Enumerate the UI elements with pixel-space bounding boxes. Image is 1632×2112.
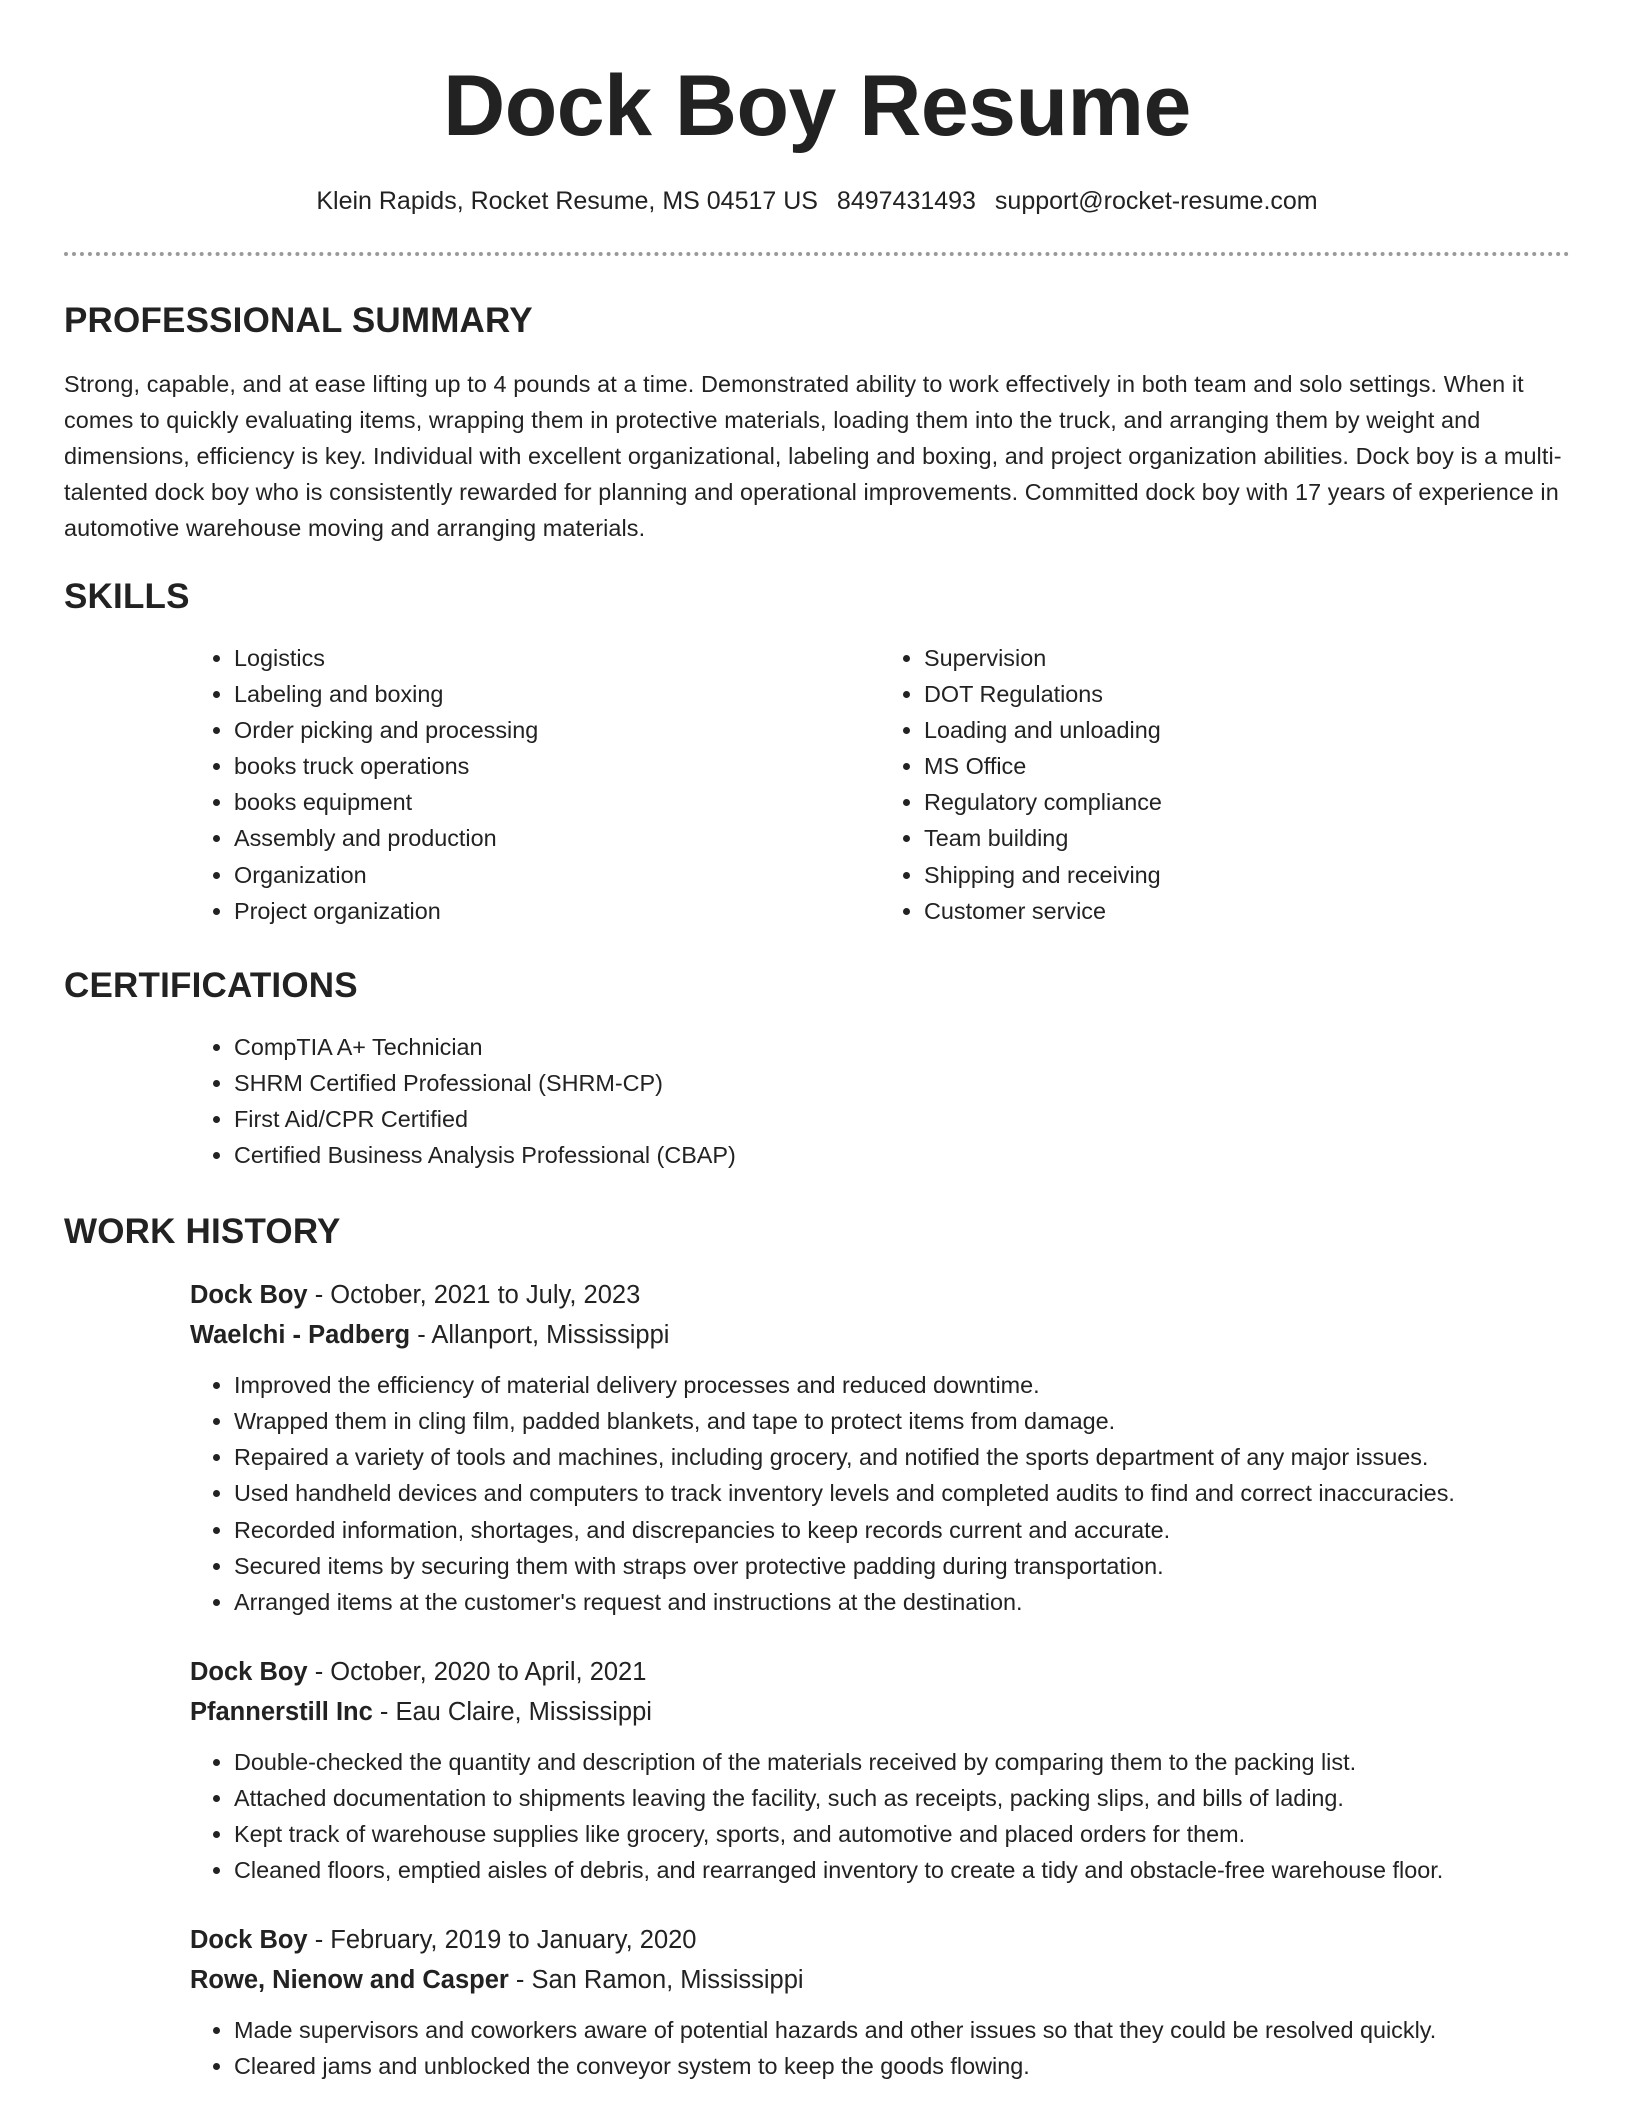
work-history-section xyxy=(64,1211,1570,2084)
job-dates: - October, 2021 to July, 2023 xyxy=(307,1281,641,1310)
contact-phone: 8497431493 xyxy=(836,187,976,215)
job-company-line xyxy=(190,1315,1570,1355)
job-title: Dock Boy xyxy=(190,1926,308,1955)
skill-item: • MS Office xyxy=(924,748,1570,784)
resume-title: Dock Boy Resume xyxy=(443,58,1191,154)
header-divider xyxy=(64,252,1570,256)
job-bullet: • Double-checked the quantity and description of the materials received by comparing them to the packing list. xyxy=(234,1744,1570,1780)
job-company: Pfannerstill Inc xyxy=(190,1697,373,1726)
job-title-line xyxy=(190,1920,1570,1960)
job-location: - Eau Claire, Mississippi xyxy=(372,1697,652,1726)
skill-item: • Order picking and processing xyxy=(234,712,880,748)
certifications-heading: CERTIFICATIONS xyxy=(64,965,358,1005)
job-title: Dock Boy xyxy=(190,1281,308,1310)
job-bullet: • Repaired a variety of tools and machines, including grocery, and notified the sports department of any major issues. xyxy=(234,1439,1570,1475)
skills-columns xyxy=(190,640,1570,929)
job-title-line xyxy=(190,1275,1570,1315)
job-dates: - February, 2019 to January, 2020 xyxy=(307,1926,697,1955)
job-bullets xyxy=(190,2012,1570,2084)
job-location: - San Ramon, Mississippi xyxy=(508,1966,804,1995)
skill-item: • Regulatory compliance xyxy=(924,784,1570,820)
job-company-line xyxy=(190,1692,1570,1732)
job-entry xyxy=(190,1652,1570,1888)
job-bullet: • Kept track of warehouse supplies like grocery, sports, and automotive and placed orders for them. xyxy=(234,1816,1570,1852)
skills-list-left xyxy=(190,640,880,929)
job-company: Waelchi - Padberg xyxy=(190,1321,411,1350)
skill-item: • Labeling and boxing xyxy=(234,676,880,712)
work-history-heading: WORK HISTORY xyxy=(64,1212,341,1252)
skill-item: • books equipment xyxy=(234,784,880,820)
skills-heading: SKILLS xyxy=(64,577,190,616)
job-location: - Allanport, Mississippi xyxy=(410,1321,670,1350)
summary-heading: PROFESSIONAL SUMMARY xyxy=(64,301,533,340)
certification-item: • Certified Business Analysis Professional (CBAP) xyxy=(234,1137,1570,1173)
certifications-body xyxy=(190,1029,1570,1173)
job-bullets xyxy=(190,1744,1570,1888)
skill-item: • books truck operations xyxy=(234,748,880,784)
summary-section xyxy=(64,300,1570,546)
job-bullet: • Recorded information, shortages, and discrepancies to keep records current and accurate. xyxy=(234,1512,1570,1548)
skill-item: • Organization xyxy=(234,857,880,893)
certification-item: • SHRM Certified Professional (SHRM-CP) xyxy=(234,1065,1570,1101)
certification-item: • First Aid/CPR Certified xyxy=(234,1101,1570,1137)
skill-item: • Assembly and production xyxy=(234,820,880,856)
job-bullet: • Made supervisors and coworkers aware of potential hazards and other issues so that they could be resolved quickly. xyxy=(234,2012,1570,2048)
skill-item: • Loading and unloading xyxy=(924,712,1570,748)
skill-item: • Shipping and receiving xyxy=(924,857,1570,893)
skill-item: • Project organization xyxy=(234,893,880,929)
skill-item: • Team building xyxy=(924,820,1570,856)
job-bullet: • Improved the efficiency of material delivery processes and reduced downtime. xyxy=(234,1367,1570,1403)
contact-line xyxy=(64,184,1570,218)
job-bullet: • Secured items by securing them with straps over protective padding during transportation. xyxy=(234,1548,1570,1584)
job-entry xyxy=(190,1275,1570,1620)
skill-item: • DOT Regulations xyxy=(924,676,1570,712)
skill-item: • Logistics xyxy=(234,640,880,676)
skills-section xyxy=(64,576,1570,929)
resume-page xyxy=(64,0,1570,2084)
contact-address: Klein Rapids, Rocket Resume, MS 04517 US xyxy=(316,187,818,215)
job-dates: - October, 2020 to April, 2021 xyxy=(307,1657,647,1686)
skill-item: • Supervision xyxy=(924,640,1570,676)
job-bullet: • Wrapped them in cling film, padded blankets, and tape to protect items from damage. xyxy=(234,1403,1570,1439)
summary-text: Strong, capable, and at ease lifting up to 4 pounds at a time. Demonstrated ability to work effectively in both team and solo settings. When it comes to quickly evaluating items, wrapping them in protective materials, loading them into the truck, and arranging them by weight and dimensions, efficiency is key. Individual with excellent organizational, labeling and boxing, and project organization abilities. Dock boy is a multi-talented dock boy who is consistently rewarded for planning and operational improvements. Committed dock boy with 17 years of experience in automotive warehouse moving and arranging materials. xyxy=(64,371,1562,541)
job-bullet: • Cleared jams and unblocked the conveyor system to keep the goods flowing. xyxy=(234,2048,1570,2084)
job-bullet: • Cleaned floors, emptied aisles of debris, and rearranged inventory to create a tidy and obstacle-free warehouse floor. xyxy=(234,1852,1570,1888)
job-title: Dock Boy xyxy=(190,1657,308,1686)
work-history-jobs xyxy=(190,1275,1570,2084)
certifications-section xyxy=(64,965,1570,1173)
job-company: Rowe, Nienow and Casper xyxy=(190,1966,509,1995)
skill-item: • Customer service xyxy=(924,893,1570,929)
job-bullet: • Attached documentation to shipments leaving the facility, such as receipts, packing slips, and bills of lading. xyxy=(234,1780,1570,1816)
skills-list-right xyxy=(880,640,1570,929)
job-bullet: • Arranged items at the customer's request and instructions at the destination. xyxy=(234,1584,1570,1620)
job-title-line xyxy=(190,1652,1570,1692)
certifications-list xyxy=(190,1029,1570,1173)
job-bullets xyxy=(190,1367,1570,1620)
certification-item: • CompTIA A+ Technician xyxy=(234,1029,1570,1065)
job-entry xyxy=(190,1920,1570,2084)
job-bullet: • Used handheld devices and computers to track inventory levels and completed audits to find and correct inaccuracies. xyxy=(234,1475,1570,1511)
job-company-line xyxy=(190,1960,1570,2000)
contact-email: support@rocket-resume.com xyxy=(994,187,1318,215)
